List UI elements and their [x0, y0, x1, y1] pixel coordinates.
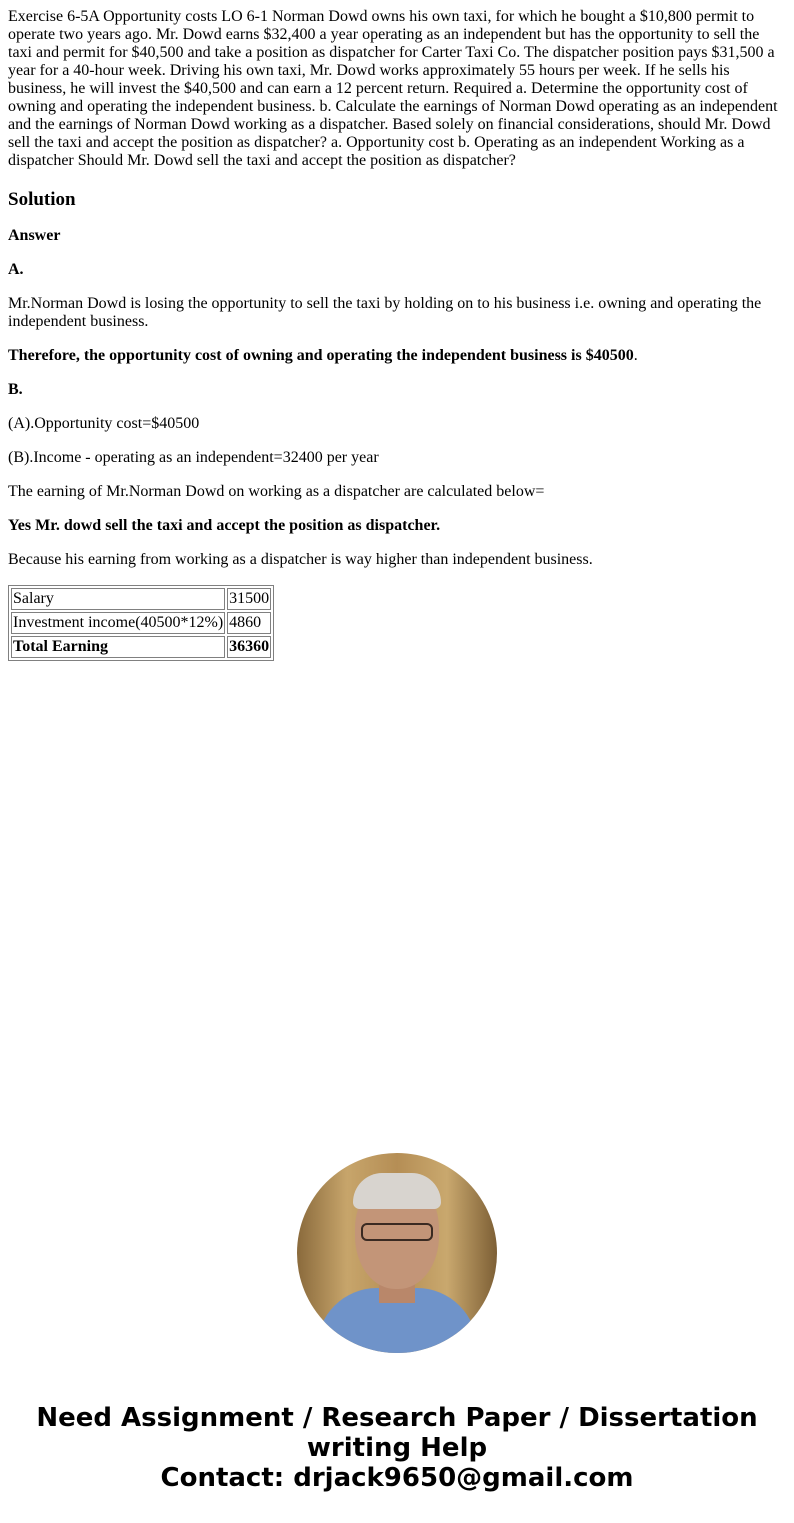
opportunity-cost-line: (A).Opportunity cost=$40500: [8, 415, 200, 432]
table-row: [11, 588, 271, 610]
reason: Because his earning from working as a dispatcher is way higher than independent business.: [8, 551, 593, 568]
answer-label: [8, 227, 786, 245]
answer-label-text: Answer: [8, 227, 61, 244]
part-a-period: .: [633, 347, 638, 364]
part-b-label-text: B.: [8, 381, 23, 398]
part-a-conclusion: [8, 347, 786, 365]
dispatcher-intro: The earning of Mr.Norman Dowd on working as a dispatcher are calculated below=: [8, 483, 545, 500]
recommendation: [8, 517, 786, 535]
avatar-glasses: [361, 1223, 433, 1241]
document-body: [0, 0, 794, 661]
table-cell-label: Salary: [11, 588, 225, 610]
total-label: Total Earning: [13, 638, 108, 655]
part-b-label: [8, 381, 786, 399]
independent-income-line: (B).Income - operating as an independent=32400 per year: [8, 449, 379, 466]
part-a-label: [8, 261, 786, 279]
table-cell-value: 4860: [227, 612, 271, 634]
promo-text: [20, 1403, 774, 1493]
table-cell-value: 31500: [227, 588, 271, 610]
promo-line-1: Need Assignment / Research Paper / Dissertation writing Help: [36, 1403, 758, 1463]
avatar: [297, 1153, 497, 1353]
avatar-hair: [353, 1173, 441, 1209]
table-cell-label: Investment income(40500*12%): [11, 612, 225, 634]
promo-line-2: Contact: drjack9650@gmail.com: [160, 1463, 634, 1493]
part-a-label-text: A.: [8, 261, 24, 278]
earnings-table: [8, 585, 274, 661]
table-cell-value: [227, 636, 271, 658]
table-row: [11, 612, 271, 634]
part-a-conclusion-text: Therefore, the opportunity cost of owning and operating the independent business is $40500: [8, 347, 634, 364]
table-cell-label: [11, 636, 225, 658]
table-row: [11, 636, 271, 658]
part-a-text: Mr.Norman Dowd is losing the opportunity to sell the taxi by holding on to his business i.e. owning and operating the independent business.: [8, 295, 762, 330]
promo-section: [0, 1153, 794, 1493]
recommendation-text: Yes Mr. dowd sell the taxi and accept the position as dispatcher.: [8, 517, 441, 534]
solution-heading: Solution: [8, 189, 76, 210]
question-text: Exercise 6-5A Opportunity costs LO 6-1 Norman Dowd owns his own taxi, for which he bought a $10,800 permit to operate two years ago. Mr. Dowd earns $32,400 a year operating as an independent but has the opportunity to sell the taxi and permit for $40,500 and take a position as dispatcher for Carter Taxi Co. The dispatcher position pays $31,500 a year for a 40-hour week. Driving his own taxi, Mr. Dowd works approximately 55 hours per week. If he sells his business, he will invest the $40,500 and can earn a 12 percent return. Required a. Determine the opportunity cost of owning and operating the independent business. b. Calculate the earnings of Norman Dowd operating as an independent and the earnings of Norman Dowd working as a dispatcher. Based solely on financial considerations, should Mr. Dowd sell the taxi and accept the position as dispatcher? a. Opportunity cost b. Operating as an independent Working as a dispatcher Should Mr. Dowd sell the taxi and accept the position as dispatcher?: [8, 8, 778, 169]
total-value: 36360: [229, 638, 270, 655]
